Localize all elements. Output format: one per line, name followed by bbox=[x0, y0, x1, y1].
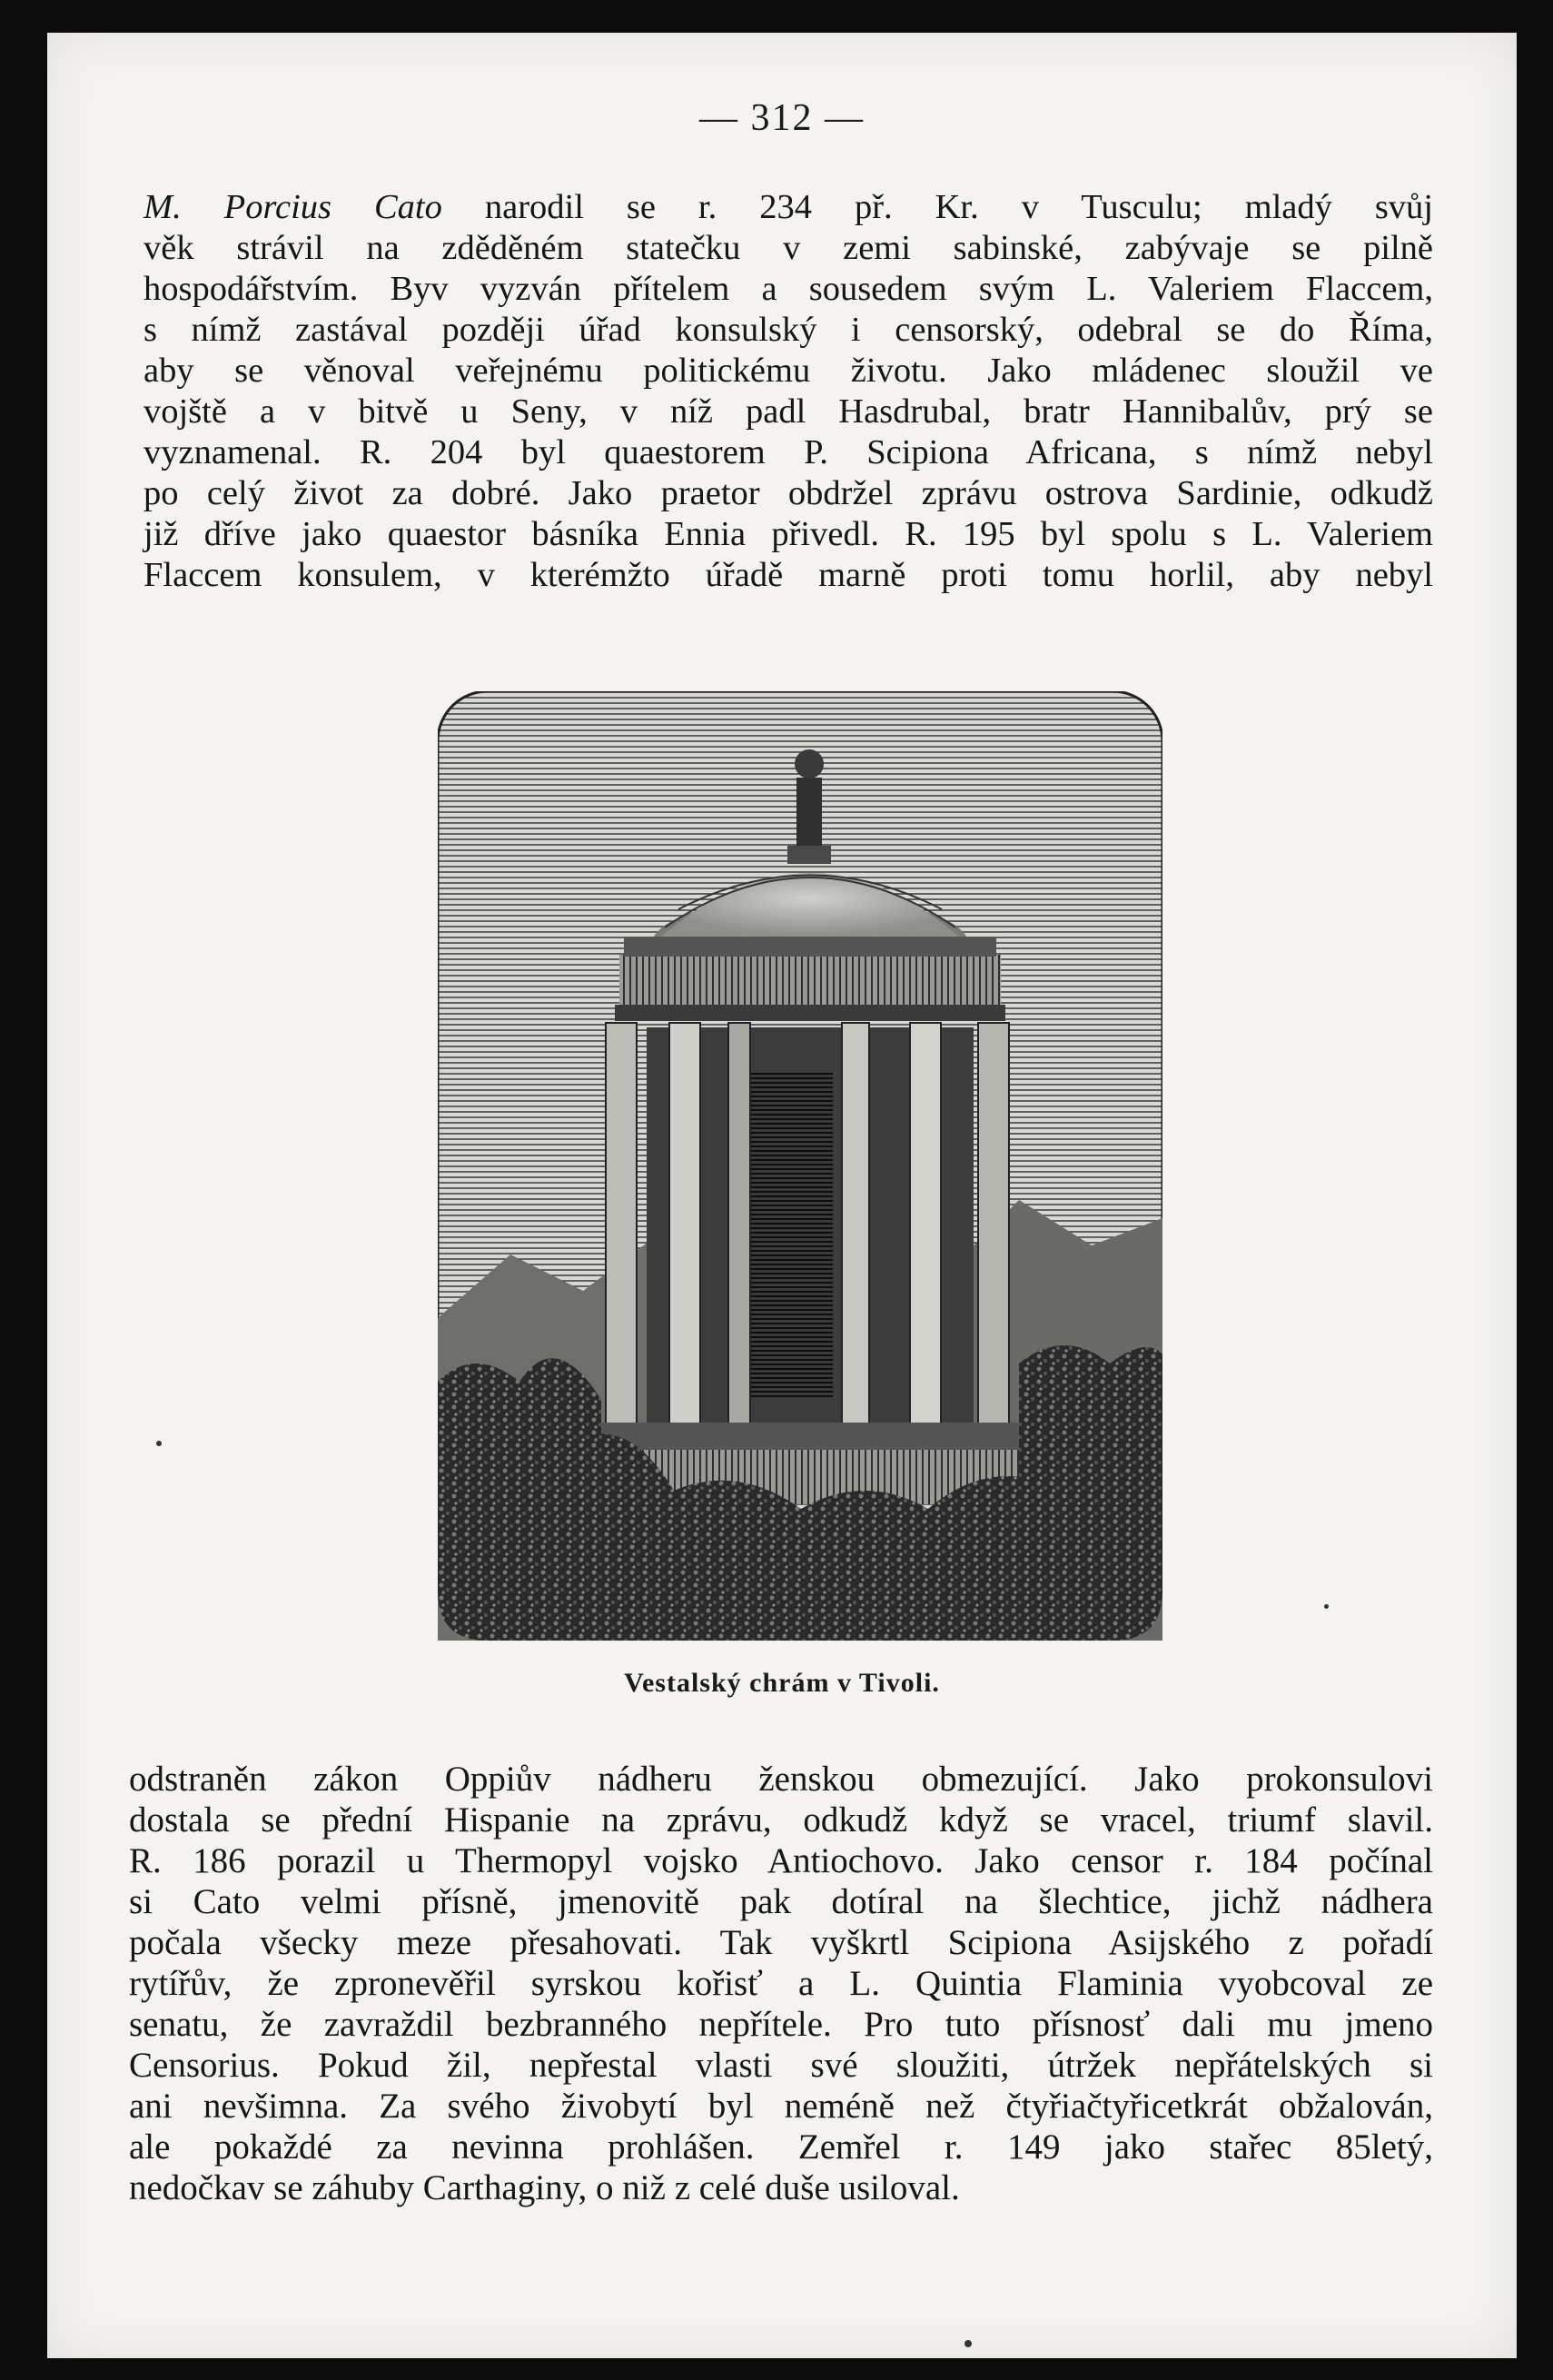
paragraph-line: ale pokaždé za nevinna prohlášen. Zemřel r. 149 jako stařec 85letý, bbox=[129, 2127, 1433, 2167]
paragraph-line: věk strávil na zděděném statečku v zemi sabinské, zabývaje se pilně bbox=[143, 229, 1433, 267]
paragraph-line: počala všecky meze přesahovati. Tak vyškrtl Scipiona Asijského z pořadí bbox=[129, 1923, 1433, 1962]
finial-statue bbox=[796, 778, 822, 850]
paragraph-line: Flaccem konsulem, v kterémžto úřadě marně proti tomu horlil, aby nebyl bbox=[143, 556, 1433, 594]
scan-speck bbox=[964, 2340, 972, 2347]
first-line-text: narodil se r. 234 př. Kr. v Tusculu; mladý svůj bbox=[484, 188, 1434, 226]
paragraph-line: si Cato velmi přísně, jmenovitě pak dotíral na šlechtice, jichž nádhera bbox=[129, 1882, 1433, 1921]
paragraph-line bbox=[143, 187, 1433, 228]
paragraph-line: s nímž zastával později úřad konsulský i censorský, odebral se do Říma, bbox=[143, 311, 1433, 349]
paragraph-line: Censorius. Pokud žil, nepřestal vlasti své sloužiti, útržek nepřátelských si bbox=[129, 2046, 1433, 2085]
bottom-paragraph bbox=[129, 1759, 1433, 2208]
scan-speck bbox=[1324, 1604, 1329, 1609]
temple-engraving bbox=[438, 691, 1162, 1641]
paragraph-line: ani nevšimna. Za svého živobytí byl neméně než čtyřiačtyřicetkrát obžalován, bbox=[129, 2087, 1433, 2126]
temple-illustration bbox=[438, 691, 1162, 1641]
page-number: — 312 — bbox=[699, 97, 865, 139]
paragraph-line: rytířův, že zpronevěřil syrskou kořisť a L. Quintia Flaminia vyobcoval ze bbox=[129, 1964, 1433, 2003]
paragraph-line: vojště a v bitvě u Seny, v níž padl Hasdrubal, bratr Hannibalův, prý se bbox=[143, 392, 1433, 431]
paragraph-line: vyznamenal. R. 204 byl quaestorem P. Scipiona Africana, s nímž nebyl bbox=[143, 433, 1433, 471]
book-page bbox=[47, 33, 1517, 2358]
paragraph-line: dostala se přední Hispanie na zprávu, odkudž když se vracel, triumf slavil. bbox=[129, 1800, 1433, 1840]
figure-caption: Vestalský chrám v Tivoli. bbox=[624, 1668, 940, 1698]
paragraph-line: aby se věnoval veřejnému politickému životu. Jako mládenec sloužil ve bbox=[143, 352, 1433, 390]
temple-door bbox=[747, 1073, 833, 1400]
paragraph-line: již dříve jako quaestor básníka Ennia přivedl. R. 195 byl spolu s L. Valeriem bbox=[143, 515, 1433, 553]
paragraph-line: odstraněn zákon Oppiův nádheru ženskou obmezující. Jako prokonsulovi bbox=[129, 1760, 1433, 1799]
paragraph-line: hospodářstvím. Byv vyzván přítelem a sousedem svým L. Valeriem Flaccem, bbox=[143, 270, 1433, 308]
temple-base bbox=[592, 1423, 1028, 1450]
lead-name: M. Porcius Cato bbox=[143, 188, 442, 226]
paragraph-line: R. 186 porazil u Thermopyl vojsko Antiochovo. Jako censor r. 184 počínal bbox=[129, 1841, 1433, 1880]
scan-speck bbox=[156, 1441, 162, 1446]
temple-frieze bbox=[619, 955, 1001, 1009]
top-paragraph bbox=[143, 187, 1433, 596]
paragraph-line: nedočkav se záhuby Carthaginy, o niž z celé duše usiloval. bbox=[129, 2168, 960, 2207]
paragraph-line: senatu, že zavraždil bezbranného nepřítele. Pro tuto přísnosť dali mu jmeno bbox=[129, 2005, 1433, 2044]
paragraph-line: po celý život za dobré. Jako praetor obdržel zprávu ostrova Sardinie, odkudž bbox=[143, 474, 1433, 512]
